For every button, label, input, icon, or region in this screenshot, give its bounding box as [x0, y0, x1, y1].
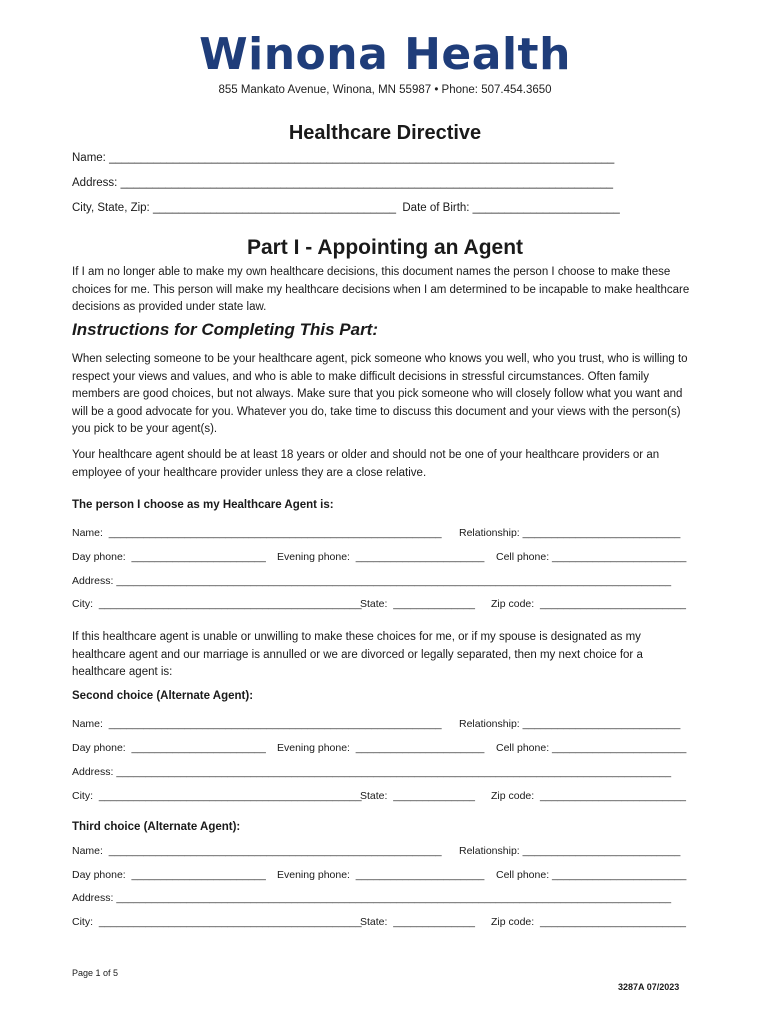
agent-name-field[interactable]: Name: _________________________________________________________ [72, 527, 442, 539]
instructions-paragraph-2: Your healthcare agent should be at least 18 years or older and should not be one of your healthcare providers or an employee of your healthcare provider unless they are a close relative. [72, 449, 660, 479]
second-city-field[interactable]: City: _____________________________________________ [72, 790, 362, 802]
part1-intro: If I am no longer able to make my own healthcare decisions, this document names the person I choose to make these choices for me. This person will make my healthcare decisions when I am determined to be incapable to make healthcare decisions as provided under state law. [72, 266, 690, 313]
patient-address-field[interactable]: Address: _____________________________________________________________________________ [72, 177, 614, 189]
document-title: Healthcare Directive [288, 122, 482, 144]
instructions-heading: Instructions for Completing This Part: [72, 320, 379, 339]
agent-relationship-field[interactable]: Relationship: ___________________________ [459, 527, 681, 539]
third-city-field[interactable]: City: _____________________________________________ [72, 916, 362, 928]
part1-heading: Part I - Appointing an Agent [246, 236, 524, 259]
patient-name-field[interactable]: Name: _______________________________________________________________________________ [72, 152, 615, 164]
third-state-field[interactable]: State: ______________ [360, 916, 476, 928]
patient-city-dob-field[interactable]: City, State, Zip: ______________________________________ Date of Birth: _______________________ [72, 202, 620, 214]
form-code: 3287A 07/2023 [618, 982, 680, 992]
second-address-field[interactable]: Address: _______________________________________________________________________________________________ [72, 766, 672, 778]
header-address: 855 Mankato Avenue, Winona, MN 55987 • Phone: 507.454.3650 [218, 84, 552, 96]
agent-evening-phone-field[interactable]: Evening phone: ______________________ [277, 551, 485, 563]
second-zip-field[interactable]: Zip code: _________________________ [491, 790, 687, 802]
third-name-field[interactable]: Name: _________________________________________________________ [72, 845, 442, 857]
third-relationship-field[interactable]: Relationship: ___________________________ [459, 845, 681, 857]
agent-address-field[interactable]: Address: _______________________________________________________________________________________________ [72, 575, 672, 587]
second-evening-phone-field[interactable]: Evening phone: ______________________ [277, 742, 485, 754]
second-relationship-field[interactable]: Relationship: ___________________________ [459, 718, 681, 730]
agent-city-field[interactable]: City: _____________________________________________ [72, 598, 362, 610]
alternate-agent-text: If this healthcare agent is unable or unwilling to make these choices for me, or if my spouse is designated as my healthcare agent and our marriage is annulled or we are divorced or legally separated, then my next choice for a healthcare agent is: [72, 631, 643, 678]
second-name-field[interactable]: Name: _________________________________________________________ [72, 718, 442, 730]
third-cell-phone-field[interactable]: Cell phone: _______________________ [496, 869, 687, 881]
winona-health-logo: Winona Health [199, 29, 571, 80]
third-choice-heading: Third choice (Alternate Agent): [72, 821, 241, 833]
agent-state-field[interactable]: State: ______________ [360, 598, 476, 610]
second-day-phone-field[interactable]: Day phone: _______________________ [72, 742, 266, 754]
third-zip-field[interactable]: Zip code: _________________________ [491, 916, 687, 928]
page-number: Page 1 of 5 [72, 968, 119, 978]
second-choice-heading: Second choice (Alternate Agent): [72, 690, 254, 702]
agent-zip-field[interactable]: Zip code: _________________________ [491, 598, 687, 610]
agent-cell-phone-field[interactable]: Cell phone: _______________________ [496, 551, 687, 563]
agent-heading: The person I choose as my Healthcare Agent is: [72, 499, 334, 511]
second-state-field[interactable]: State: ______________ [360, 790, 476, 802]
third-evening-phone-field[interactable]: Evening phone: ______________________ [277, 869, 485, 881]
instructions-paragraph-1: When selecting someone to be your healthcare agent, pick someone who knows you well, who you trust, who is willing to respect your views and values, and who is able to make difficult decisions in stressful circumstances. Often family members are good choices, but not always. Make sure that you pick someone who will closely follow what you want and will be a good advocate for you. Whatever you do, take time to discuss this document and your views with the person(s) you pick to be your agent(s). [72, 353, 688, 435]
second-cell-phone-field[interactable]: Cell phone: _______________________ [496, 742, 687, 754]
third-address-field[interactable]: Address: _______________________________________________________________________________________________ [72, 892, 672, 904]
agent-day-phone-field[interactable]: Day phone: _______________________ [72, 551, 266, 563]
third-day-phone-field[interactable]: Day phone: _______________________ [72, 869, 266, 881]
